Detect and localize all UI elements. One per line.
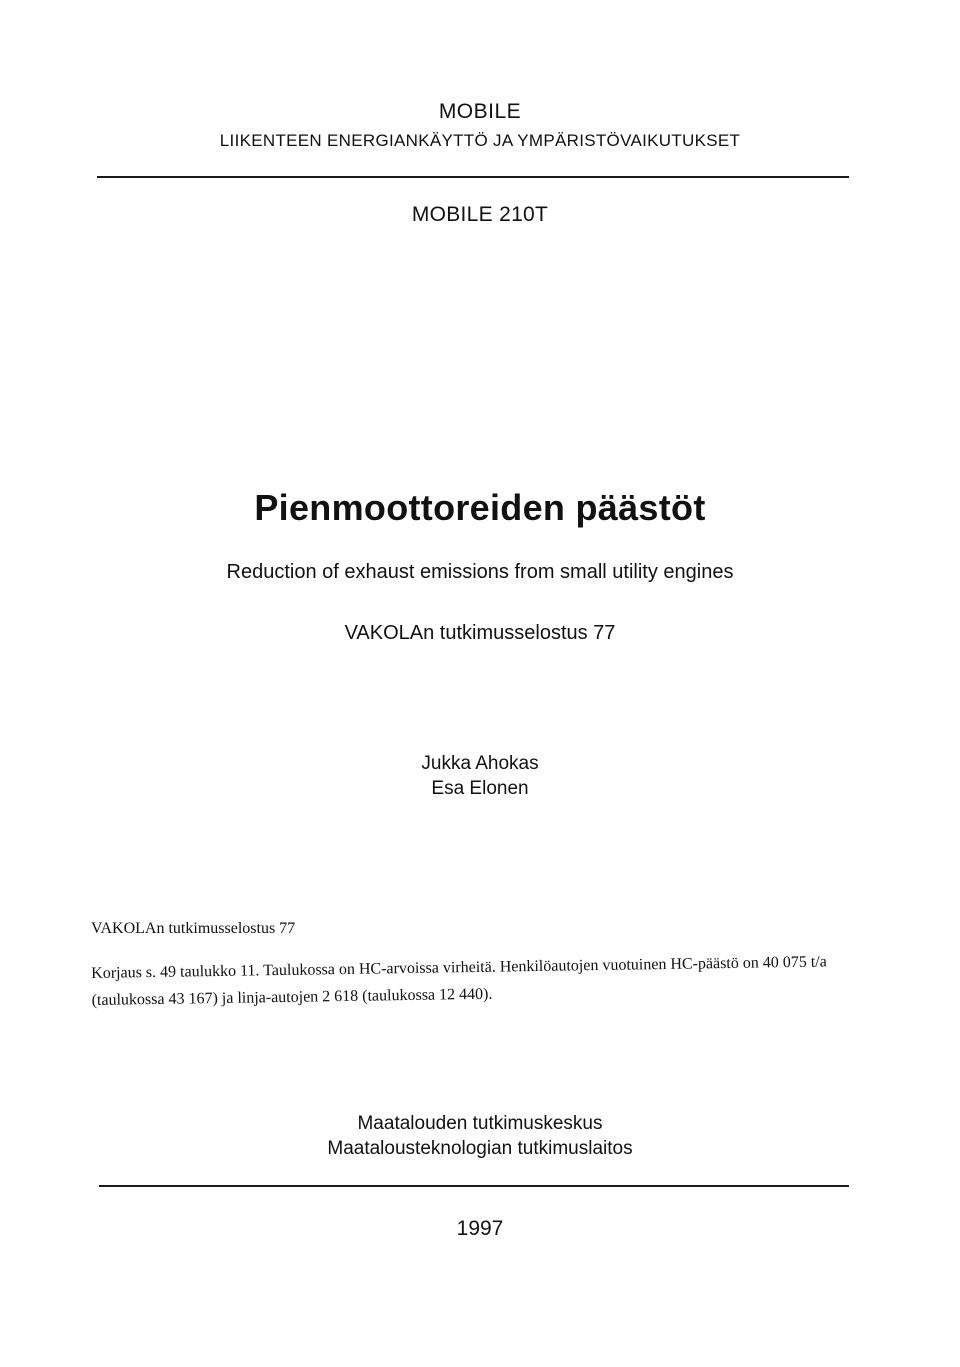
header-divider [97,176,849,178]
english-subtitle: Reduction of exhaust emissions from small utility engines [226,561,734,583]
institute-name: Maatalousteknologian tutkimuslaitos [327,1138,633,1159]
series-subtitle: LIIKENTEEN ENERGIANKÄYTTÖ JA YMPÄRISTÖVAIKUTUKSET [219,131,741,150]
publication-year: 1997 [456,1217,504,1240]
page-title: Pienmoottoreiden päästöt [254,487,706,528]
report-code: MOBILE 210T [411,203,549,226]
series-name: MOBILE [438,100,522,123]
correction-note: Korjaus s. 49 taulukko 11. Taulukossa on HC-arvoissa virheitä. Henkilöautojen vuotuinen HC-päästö on 40 075 t/a (taulukossa 43 167) ja linja-autojen 2 618 (taulukossa 12 440). [91,953,827,1009]
note-series-label: VAKOLAn tutkimusselostus 77 [91,920,296,937]
organization-name: Maatalouden tutkimuskeskus [357,1113,603,1134]
report-series-number: VAKOLAn tutkimusselostus 77 [344,622,616,644]
author-name: Jukka Ahokas [421,753,539,774]
author-name: Esa Elonen [431,778,529,799]
footer-divider [99,1185,849,1187]
